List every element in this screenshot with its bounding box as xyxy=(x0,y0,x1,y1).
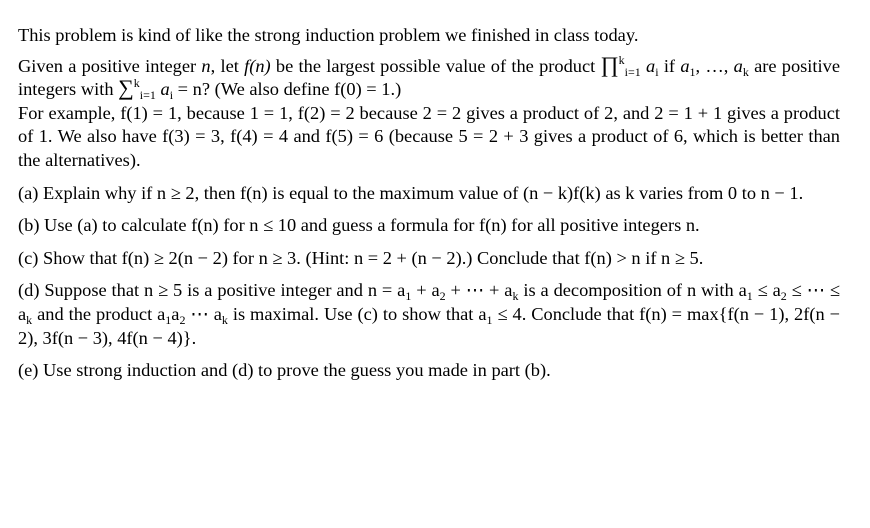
problem-document xyxy=(18,24,840,383)
part-d: (d) Suppose that n ≥ 5 is a positive integer and $n = a_1 + a_2$ + ⋯ + $a_k$ is a decomposition of n with $a_1 \le a_2$ ≤ ⋯ ≤ $a_k$ and the product $a_1a_2$ ⋯ $a_k$ is maximal. Use (c) to show that $a_1 \le 4$. Conclude that f(n) = max{f(n − 1), 2f(n − 2), 3f(n − 3), 4f(n − 4)}. xyxy=(18,280,841,348)
part-b: (b) Use (a) to calculate f(n) for n ≤ 10 and guess a formula for f(n) for all positive integers n. xyxy=(18,215,700,236)
example-paragraph: For example, f(1) = 1, because 1 = 1, f(2) = 2 because 2 = 2 gives a product of 2, and 2 = 1 + 1 gives a product of 1. We also have f(3) = 3, f(4) = 4 and f(5) = 6 (because 5 = 2 + 3 gives a product of 6, which is better than the alternatives). xyxy=(18,102,840,170)
product-symbol: ∏ xyxy=(600,51,619,77)
intro-paragraph: This problem is kind of like the strong induction problem we finished in class today. xyxy=(18,25,639,45)
sum-symbol: ∑ xyxy=(118,75,134,101)
part-a: (a) Explain why if n ≥ 2, then f(n) is equal to the maximum value of (n − k)f(k) as k varies from 0 to n − 1. xyxy=(18,182,804,203)
part-c: (c) Show that f(n) ≥ 2(n − 2) for n ≥ 3. (Hint: n = 2 + (n − 2).) Conclude that f(n) > n if n ≥ 5. xyxy=(18,247,704,268)
part-e: (e) Use strong induction and (d) to prove the guess you made in part (b). xyxy=(18,360,551,381)
definition-paragraph: Given a positive integer n, let f(n) be the largest possible value of the product ∏$^k_{i=1}$ $a_i$ if $a_1$, …, $a_k$ are positive integers with ∑$^k_{i=1}$ $a_i = n$? (We also define f(0) = 1.) xyxy=(18,51,840,103)
